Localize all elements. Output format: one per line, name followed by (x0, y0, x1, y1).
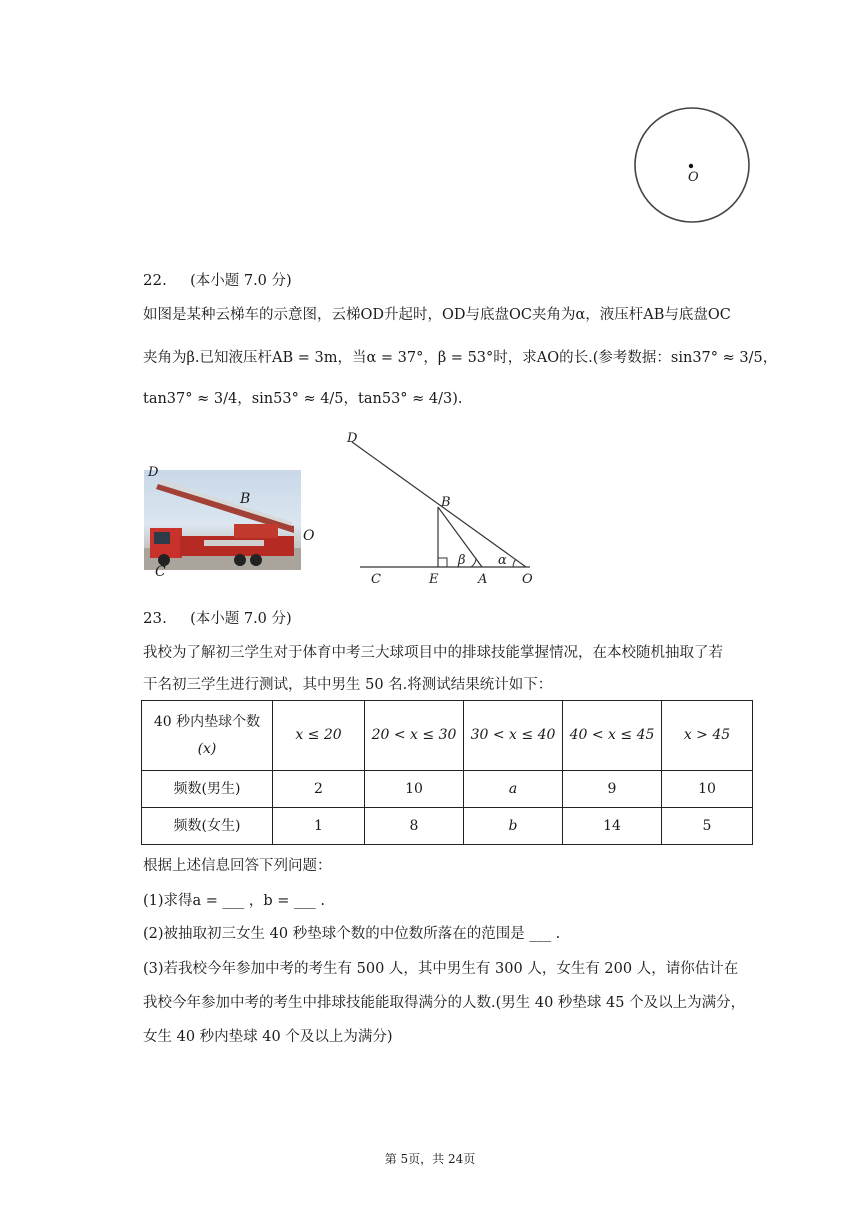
label-o: O (522, 572, 533, 587)
photo-label-d: D (148, 465, 159, 480)
q23-number: 23. (143, 609, 167, 627)
table-col-header: 20 < x ≤ 30 (365, 701, 464, 771)
row-label: 频数(男生) (142, 771, 273, 808)
table-cell: a (464, 771, 563, 808)
table-row (142, 808, 753, 845)
label-beta: β (458, 553, 466, 568)
table-col-header: x ≤ 20 (273, 701, 365, 771)
photo-label-c: C (155, 564, 166, 580)
table-cell: b (464, 808, 563, 845)
q23-intro-line1: 我校为了解初三学生对于体育中考三大球项目中的排球技能掌握情况，在本校随机抽取了若 (143, 645, 723, 661)
q23-part3-line1: (3)若我校今年参加中考的考生有 500 人，其中男生有 300 人，女生有 200 人，请你估计在 (143, 961, 739, 977)
row-label: 频数(女生) (142, 808, 273, 845)
q22-text-line2: 夹角为β.已知液压杆AB = 3m，当α = 37°，β = 53°时，求AO的长.(参考数据：sin37° ≈ 3/5， (143, 350, 778, 366)
q22-heading (143, 269, 292, 290)
line-od (352, 442, 526, 567)
q23-heading (143, 607, 292, 628)
q23-part3-line2: 我校今年参加中考的考生中排球技能能取得满分的人数.(男生 40 秒垫球 45 个及以上为满分， (143, 995, 746, 1011)
alpha-arc (513, 559, 516, 567)
table-col-header: 30 < x ≤ 40 (464, 701, 563, 771)
table-header-row (142, 701, 753, 771)
center-point (689, 164, 693, 168)
table-cell: 9 (563, 771, 662, 808)
table-header-label: 40 秒内垫球个数 (x) (142, 701, 273, 771)
q23-prompt: 根据上述信息回答下列问题： (143, 858, 332, 874)
table-cell: 8 (365, 808, 464, 845)
photo-label-o: O (303, 528, 315, 544)
q22-meta: (本小题 7.0 分) (190, 273, 292, 289)
geometry-diagram (330, 425, 555, 595)
ladder-truck-photo (144, 470, 301, 570)
q23-part2: (2)被抽取初三女生 40 秒垫球个数的中位数所落在的范围是 ___ . (143, 926, 561, 942)
label-a: A (478, 572, 488, 587)
page-footer: 第 5页，共 24页 (384, 1152, 476, 1166)
q23-intro-line2: 干名初三学生进行测试，其中男生 50 名.将测试结果统计如下： (143, 677, 553, 693)
table-col-header: x > 45 (662, 701, 753, 771)
center-label: O (688, 170, 699, 185)
label-e: E (429, 572, 439, 587)
circle-figure (630, 104, 754, 228)
label-alpha: α (498, 553, 507, 568)
label-b: B (441, 495, 451, 510)
q23-meta: (本小题 7.0 分) (190, 611, 292, 627)
q22-number: 22. (143, 271, 167, 289)
frequency-table (141, 700, 753, 845)
q23-part3-line3: 女生 40 秒内垫球 40 个及以上为满分) (143, 1029, 393, 1045)
photo-label-b: B (240, 491, 251, 507)
table-cell: 1 (273, 808, 365, 845)
beta-arc (471, 558, 476, 567)
table-cell: 5 (662, 808, 753, 845)
q23-part1: (1)求得a = ___ ，b = ___ . (143, 893, 326, 909)
label-d: D (347, 431, 358, 446)
q22-text-line1: 如图是某种云梯车的示意图，云梯OD升起时，OD与底盘OC夹角为α，液压杆AB与底盘OC (143, 307, 731, 323)
table-row (142, 771, 753, 808)
table-cell: 14 (563, 808, 662, 845)
table-cell: 10 (365, 771, 464, 808)
right-angle-mark (438, 558, 447, 567)
table-cell: 10 (662, 771, 753, 808)
label-c: C (371, 572, 381, 587)
table-col-header: 40 < x ≤ 45 (563, 701, 662, 771)
table-cell: 2 (273, 771, 365, 808)
q22-text-line3: tan37° ≈ 3/4，sin53° ≈ 4/5，tan53° ≈ 4/3). (143, 391, 463, 407)
